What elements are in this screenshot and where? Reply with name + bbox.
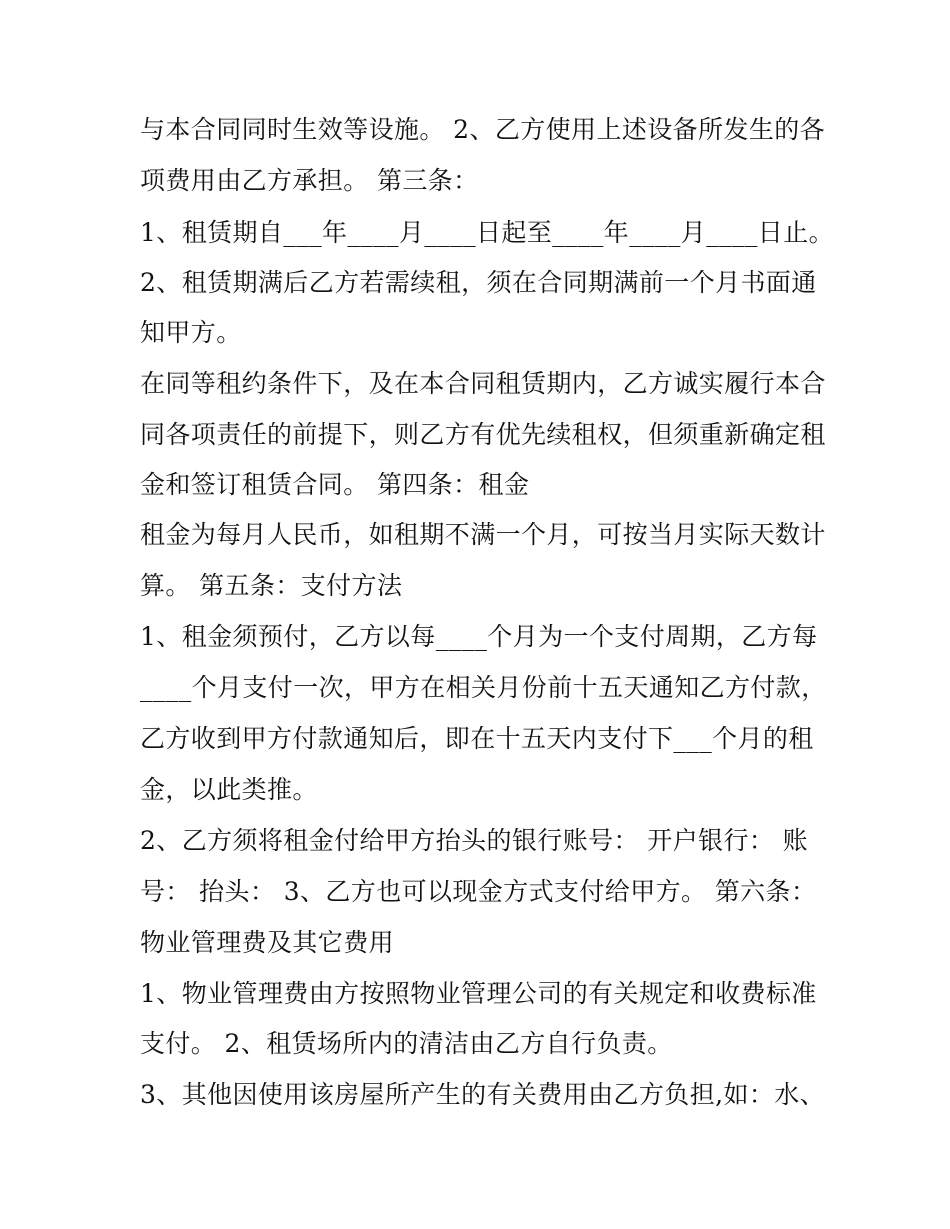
text-line: 物业管理费及其它费用 [140, 928, 395, 957]
text-line: 2、乙方须将租金付给甲方抬头的银行账号： 开户银行： 账 [140, 826, 809, 855]
text-line: 号： 抬头： 3、乙方也可以现金方式支付给甲方。 第六条： [140, 877, 817, 906]
text-line: 知甲方。 [140, 318, 242, 347]
text-line: 项费用由乙方承担。 第三条： [140, 166, 479, 195]
text-line: 金，以此类推。 [140, 775, 318, 804]
text-line: 在同等租约条件下，及在本合同租赁期内，乙方诚实履行本合 [140, 369, 826, 398]
text-line: 1、物业管理费由方按照物业管理公司的有关规定和收费标准 [140, 979, 817, 1008]
text-line: 算。 第五条：支付方法 [140, 571, 403, 600]
text-line: 乙方收到甲方付款通知后，即在十五天内支付下___个月的租 [140, 724, 814, 753]
text-line: 3、其他因使用该房屋所产生的有关费用由乙方负担,如：水、 [140, 1080, 826, 1109]
text-line: 租金为每月人民币，如租期不满一个月，可按当月实际天数计 [140, 520, 826, 549]
text-line: 金和签订租赁合同。 第四条：租金 [140, 470, 530, 499]
text-line: 支付。 2、租赁场所内的清洁由乙方自行负责。 [140, 1029, 673, 1058]
text-line: 2、租赁期满后乙方若需续租，须在合同期满前一个月书面通 [140, 268, 817, 297]
text-line: 1、租金须预付，乙方以每____个月为一个支付周期，乙方每 [140, 622, 818, 651]
text-line: 与本合同同时生效等设施。 2、乙方使用上述设备所发生的各 [140, 115, 826, 144]
text-line: 1、租赁期自___年____月____日起至____年____月____日止。 [140, 218, 835, 247]
text-line: ____个月支付一次，甲方在相关月份前十五天通知乙方付款， [140, 673, 827, 702]
text-line: 同各项责任的前提下，则乙方有优先续租权，但须重新确定租 [140, 420, 826, 449]
